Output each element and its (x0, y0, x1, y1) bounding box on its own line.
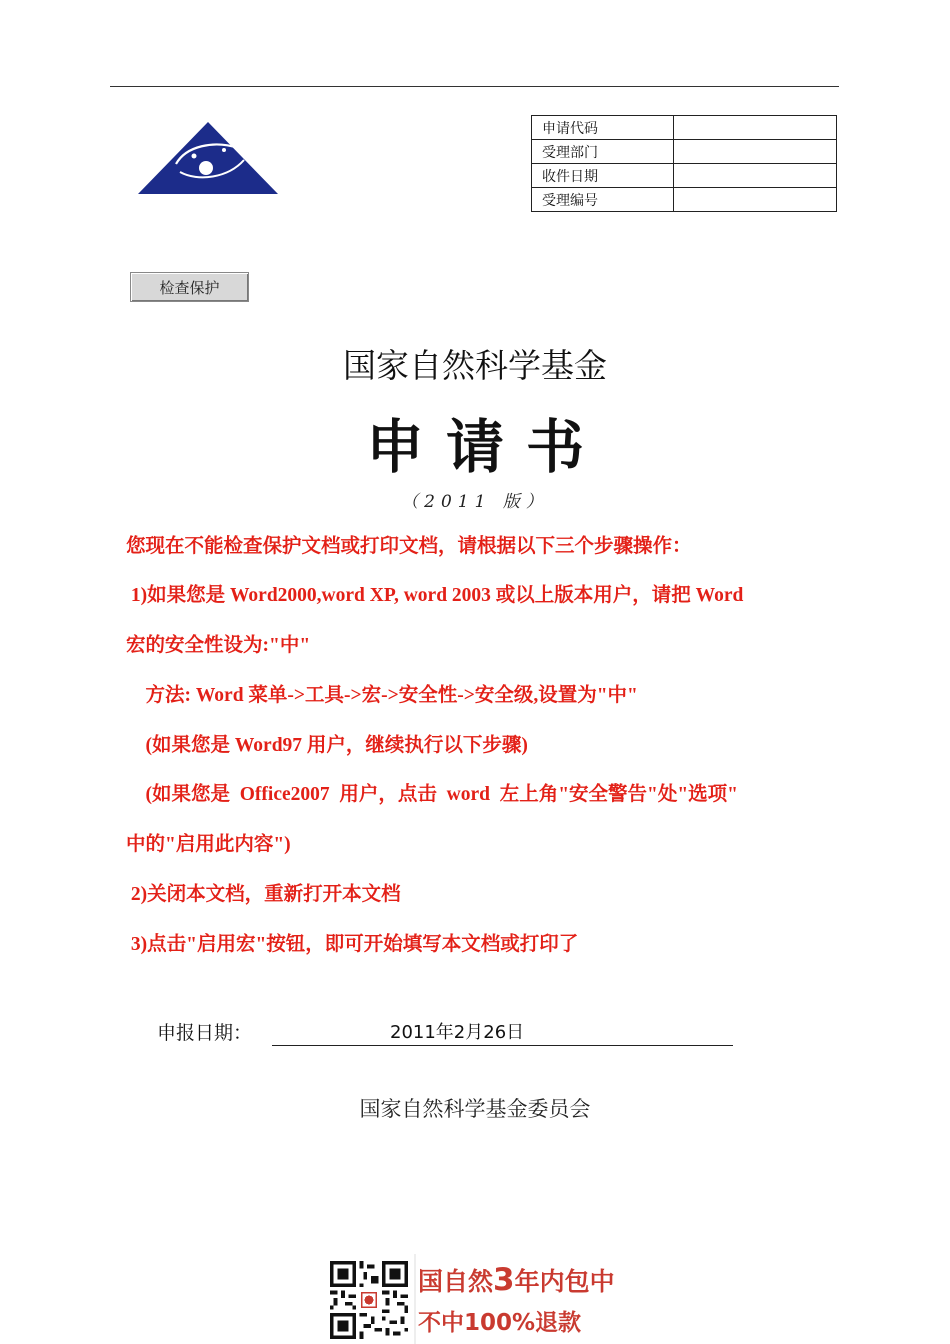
warning-line: (如果您是 Office2007 用户，点击 word 左上角"安全警告"处"选项" (126, 784, 739, 805)
department-label: 受理部门 (532, 140, 674, 164)
promo-line-1 (418, 1262, 615, 1298)
version-label: （2011 版） (401, 492, 549, 512)
received-date-label: 收件日期 (532, 164, 674, 188)
warning-line: (如果您是 Word97 用户，继续执行以下步骤) (126, 735, 528, 756)
warning-line: 中的"启用此内容") (126, 834, 291, 855)
table-row (532, 140, 837, 164)
promo-line-1-suffix: 年内包中 (514, 1267, 615, 1296)
application-code-label: 申请代码 (532, 116, 674, 140)
application-code-field[interactable] (674, 116, 837, 140)
warning-line: 2)关闭本文档，重新打开本文档 (126, 884, 401, 905)
promo-years-number: 3 (493, 1262, 515, 1298)
check-protection-button[interactable]: 检查保护 (130, 272, 249, 302)
table-row (532, 116, 837, 140)
warning-line: 3)点击"启用宏"按钮，即可开始填写本文档或打印了 (126, 934, 579, 955)
acceptance-number-label: 受理编号 (532, 188, 674, 212)
application-title: 申请书 (365, 413, 606, 481)
warning-line: 方法: Word 菜单->工具->宏->安全性->安全级,设置为"中" (126, 685, 638, 706)
table-row (532, 164, 837, 188)
warning-line: 您现在不能检查保护文档或打印文档，请根据以下三个步骤操作： (126, 536, 692, 557)
acceptance-number-field[interactable] (674, 188, 837, 212)
top-rule (110, 86, 839, 87)
report-date-label: 申报日期： (157, 1022, 253, 1044)
nsfc-triangle-logo-icon (136, 120, 280, 196)
report-date-underline (272, 1045, 733, 1046)
promo-line-1-prefix: 国自然 (418, 1267, 494, 1296)
report-date-value[interactable]: 2011年2月26日 (390, 1022, 525, 1043)
promo-banner[interactable] (414, 1254, 636, 1344)
warning-line: 1)如果您是 Word2000,word XP, word 2003 或以上版本用户，请把 Word (126, 585, 744, 606)
warning-line: 宏的安全性设为:"中" (126, 635, 311, 656)
qr-code-icon[interactable] (330, 1261, 408, 1339)
received-date-field[interactable] (674, 164, 837, 188)
table-row (532, 188, 837, 212)
acceptance-info-table (531, 115, 837, 212)
department-field[interactable] (674, 140, 837, 164)
fund-title: 国家自然科学基金 (343, 346, 607, 385)
committee-name: 国家自然科学基金委员会 (359, 1097, 591, 1121)
promo-line-2: 不中100%退款 (418, 1310, 582, 1336)
